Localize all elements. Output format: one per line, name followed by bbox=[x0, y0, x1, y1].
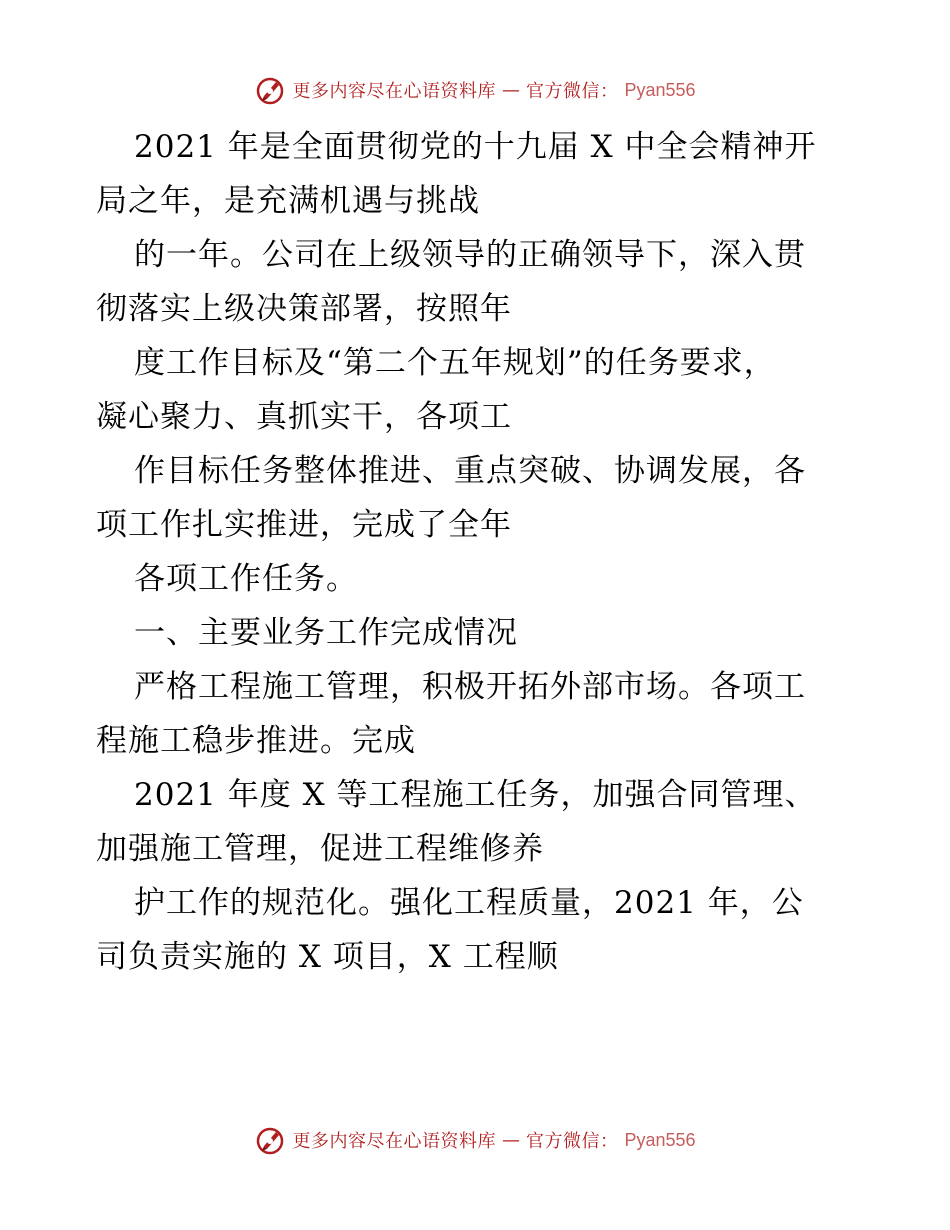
section-heading: 一、主要业务工作完成情况 bbox=[134, 615, 518, 651]
watermark-footer bbox=[0, 1122, 950, 1158]
paragraph-line: 程施工稳步推进。完成 bbox=[96, 723, 416, 759]
watermark-text: 更多内容尽在心语资料库 bbox=[292, 1131, 496, 1152]
watermark-wechat-id: Pyan556 bbox=[624, 1129, 696, 1150]
watermark-text: 更多内容尽在心语资料库 bbox=[292, 81, 496, 102]
paragraph-line: 司负责实施的 X 项目，X 工程顺 bbox=[96, 939, 559, 975]
paragraph-line: 护工作的规范化。强化工程质量，2021 年，公 bbox=[134, 885, 804, 921]
watermark-dash: — bbox=[501, 79, 520, 101]
watermark-label: 官方微信： bbox=[525, 81, 619, 102]
pen-logo-icon bbox=[254, 1124, 286, 1156]
watermark-wechat-id: Pyan556 bbox=[624, 79, 696, 100]
watermark-label: 官方微信： bbox=[525, 1131, 619, 1152]
paragraph-line: 2021 年是全面贯彻党的十九届 X 中全会精神开 bbox=[134, 129, 817, 165]
watermark-dash: — bbox=[501, 1129, 520, 1151]
paragraph-line: 的一年。公司在上级领导的正确领导下，深入贯 bbox=[134, 237, 806, 273]
paragraph-line: 作目标任务整体推进、重点突破、协调发展，各 bbox=[134, 453, 806, 489]
paragraph-line: 加强施工管理，促进工程维修养 bbox=[96, 831, 544, 867]
paragraph-line: 彻落实上级决策部署，按照年 bbox=[96, 291, 512, 327]
paragraph-line: 凝心聚力、真抓实干，各项工 bbox=[96, 399, 512, 435]
paragraph-line: 严格工程施工管理，积极开拓外部市场。各项工 bbox=[134, 669, 806, 705]
watermark-header bbox=[0, 72, 950, 108]
paragraph-line: 项工作扎实推进，完成了全年 bbox=[96, 507, 512, 543]
document-body bbox=[96, 120, 856, 984]
paragraph-line: 局之年，是充满机遇与挑战 bbox=[96, 183, 480, 219]
paragraph-line: 度工作目标及“第二个五年规划”的任务要求， bbox=[134, 345, 776, 381]
pen-logo-icon bbox=[254, 74, 286, 106]
paragraph-line: 各项工作任务。 bbox=[134, 561, 358, 597]
paragraph-line: 2021 年度 X 等工程施工任务，加强合同管理、 bbox=[134, 777, 817, 813]
